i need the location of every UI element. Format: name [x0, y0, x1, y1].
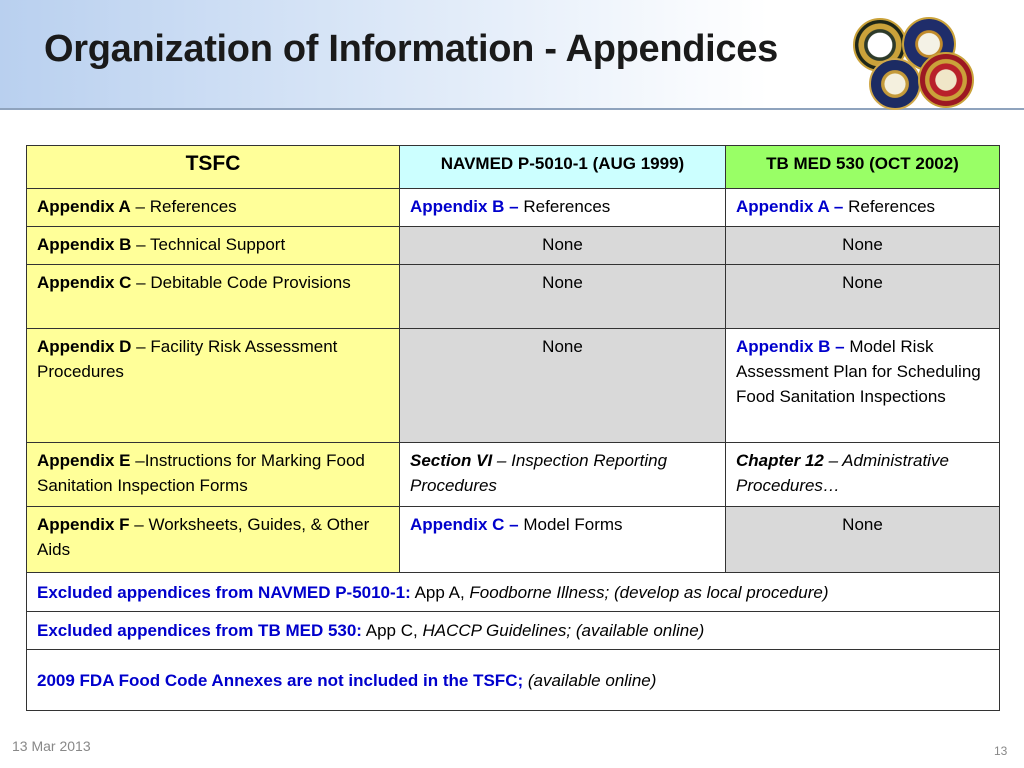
- note-cell: Excluded appendices from TB MED 530: App C, HACCP Guidelines; (available online): [27, 612, 1000, 650]
- appendices-table: [26, 145, 1000, 711]
- tsfc-cell: Appendix A – References: [27, 189, 400, 227]
- table-row: [27, 443, 1000, 507]
- navy-seal-icon: [869, 58, 921, 110]
- usmc-seal-icon: [918, 52, 974, 108]
- note-cell: 2009 FDA Food Code Annexes are not included in the TSFC; (available online): [27, 650, 1000, 711]
- page-number: 13: [994, 744, 1008, 758]
- tsfc-cell: Appendix B – Technical Support: [27, 227, 400, 265]
- tsfc-cell: Appendix E –Instructions for Marking Food Sanitation Inspection Forms: [27, 443, 400, 507]
- header-tsfc: TSFC: [27, 146, 400, 189]
- tsfc-cell: Appendix D – Facility Risk Assessment Procedures: [27, 329, 400, 443]
- tsfc-cell: Appendix C – Debitable Code Provisions: [27, 265, 400, 329]
- tbmed-cell: Appendix A – References: [726, 189, 1000, 227]
- table-row: [27, 507, 1000, 573]
- tbmed-cell: None: [726, 265, 1000, 329]
- tbmed-cell: None: [726, 507, 1000, 573]
- navmed-cell: Appendix B – References: [400, 189, 726, 227]
- navmed-cell: None: [400, 329, 726, 443]
- slide-header: [0, 0, 1024, 110]
- tbmed-cell: None: [726, 227, 1000, 265]
- table-header-row: [27, 146, 1000, 189]
- note-cell: Excluded appendices from NAVMED P-5010-1: App A, Foodborne Illness; (develop as local procedure): [27, 573, 1000, 612]
- slide-date: 13 Mar 2013: [12, 738, 91, 754]
- table-note-row: [27, 573, 1000, 612]
- table-row: [27, 329, 1000, 443]
- tbmed-cell: Chapter 12 – Administrative Procedures…: [726, 443, 1000, 507]
- navmed-cell: Section VI – Inspection Reporting Procedures: [400, 443, 726, 507]
- table-row: [27, 189, 1000, 227]
- slide-title: Organization of Information - Appendices: [44, 28, 778, 70]
- navmed-cell: None: [400, 227, 726, 265]
- table-row: [27, 265, 1000, 329]
- navmed-cell: Appendix C – Model Forms: [400, 507, 726, 573]
- header-navmed: NAVMED P-5010-1 (AUG 1999): [400, 146, 726, 189]
- tsfc-cell: Appendix F – Worksheets, Guides, & Other Aids: [27, 507, 400, 573]
- table-note-row: [27, 650, 1000, 711]
- header-tbmed: TB MED 530 (OCT 2002): [726, 146, 1000, 189]
- table-note-row: [27, 612, 1000, 650]
- table-row: [27, 227, 1000, 265]
- tbmed-cell: Appendix B – Model Risk Assessment Plan for Scheduling Food Sanitation Inspections: [726, 329, 1000, 443]
- navmed-cell: None: [400, 265, 726, 329]
